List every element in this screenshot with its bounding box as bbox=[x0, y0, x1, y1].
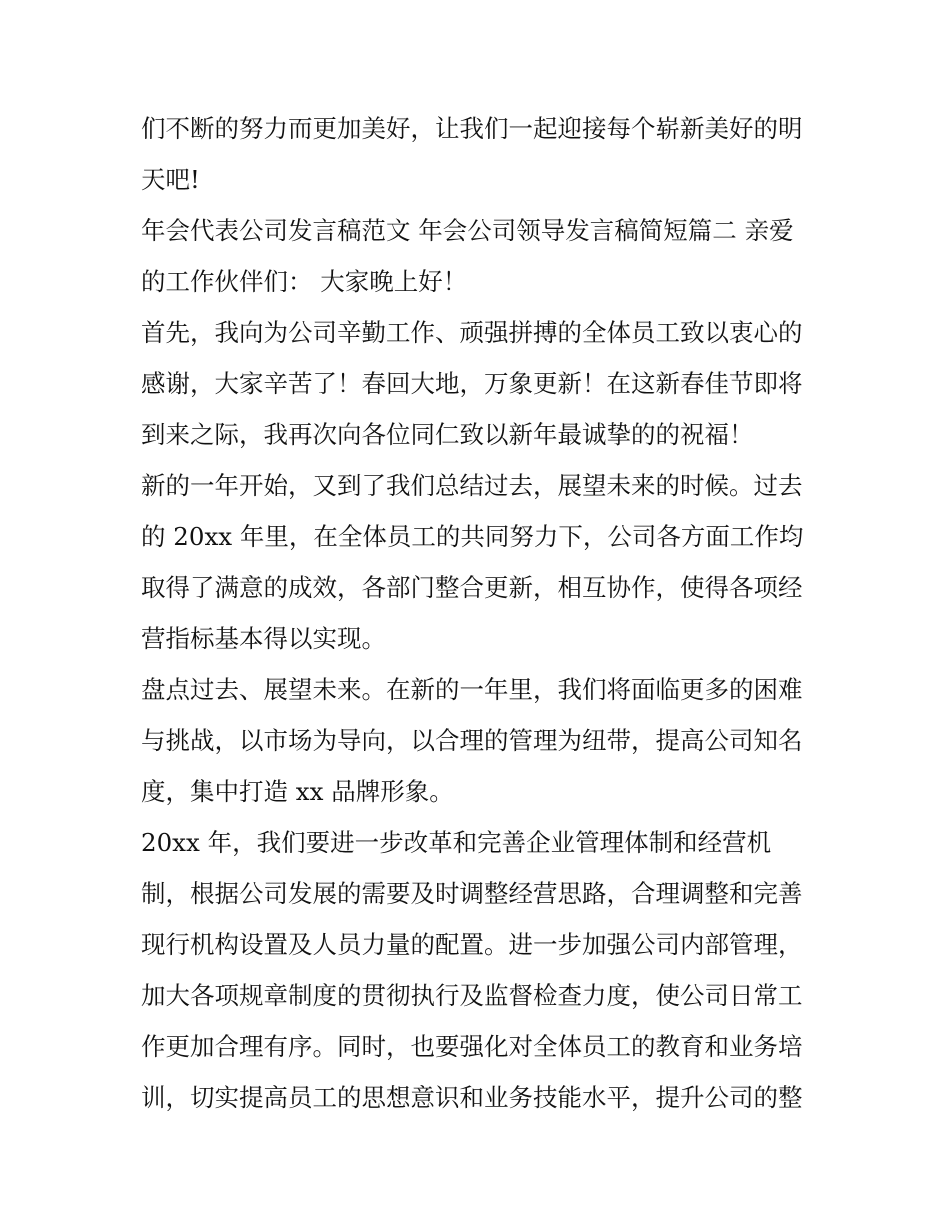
text-line: 的工作伙伴们： 大家晚上好！ bbox=[141, 267, 468, 296]
text-line: 20xx 年，我们要进一步改革和完善企业管理体制和经营机 bbox=[141, 828, 772, 857]
text-line: 作更加合理有序。同时，也要强化对全体员工的教育和业务培 bbox=[141, 1032, 803, 1061]
text-line: 感谢，大家辛苦了！春回大地，万象更新！在这新春佳节即将 bbox=[141, 369, 803, 398]
text-line: 现行机构设置及人员力量的配置。进一步加强公司内部管理， bbox=[141, 930, 803, 959]
text-line: 与挑战，以市场为导向，以合理的管理为纽带，提高公司知名 bbox=[141, 726, 803, 755]
text-line: 度，集中打造 xx 品牌形象。 bbox=[141, 777, 454, 806]
text-line: 盘点过去、展望未来。在新的一年里，我们将面临更多的困难 bbox=[141, 675, 803, 704]
document-body bbox=[141, 103, 821, 1123]
text-line: 取得了满意的成效，各部门整合更新，相互协作，使得各项经 bbox=[141, 573, 803, 602]
text-line: 首先，我向为公司辛勤工作、顽强拼搏的全体员工致以衷心的 bbox=[141, 318, 803, 347]
text-line: 营指标基本得以实现。 bbox=[141, 624, 386, 653]
text-line: 加大各项规章制度的贯彻执行及监督检查力度，使公司日常工 bbox=[141, 981, 803, 1010]
text-line: 到来之际，我再次向各位同仁致以新年最诚挚的的祝福！ bbox=[141, 420, 754, 449]
text-line: 训，切实提高员工的思想意识和业务技能水平，提升公司的整 bbox=[141, 1083, 803, 1112]
text-line: 制，根据公司发展的需要及时调整经营思路，合理调整和完善 bbox=[141, 879, 803, 908]
text-line: 的 20xx 年里，在全体员工的共同努力下，公司各方面工作均 bbox=[141, 522, 804, 551]
text-line: 们不断的努力而更加美好，让我们一起迎接每个崭新美好的明 bbox=[141, 114, 803, 143]
text-line: 年会代表公司发言稿范文 年会公司领导发言稿简短篇二 亲爱 bbox=[141, 216, 794, 245]
text-line: 新的一年开始，又到了我们总结过去，展望未来的时候。过去 bbox=[141, 471, 803, 500]
text-line: 天吧! bbox=[141, 165, 200, 194]
